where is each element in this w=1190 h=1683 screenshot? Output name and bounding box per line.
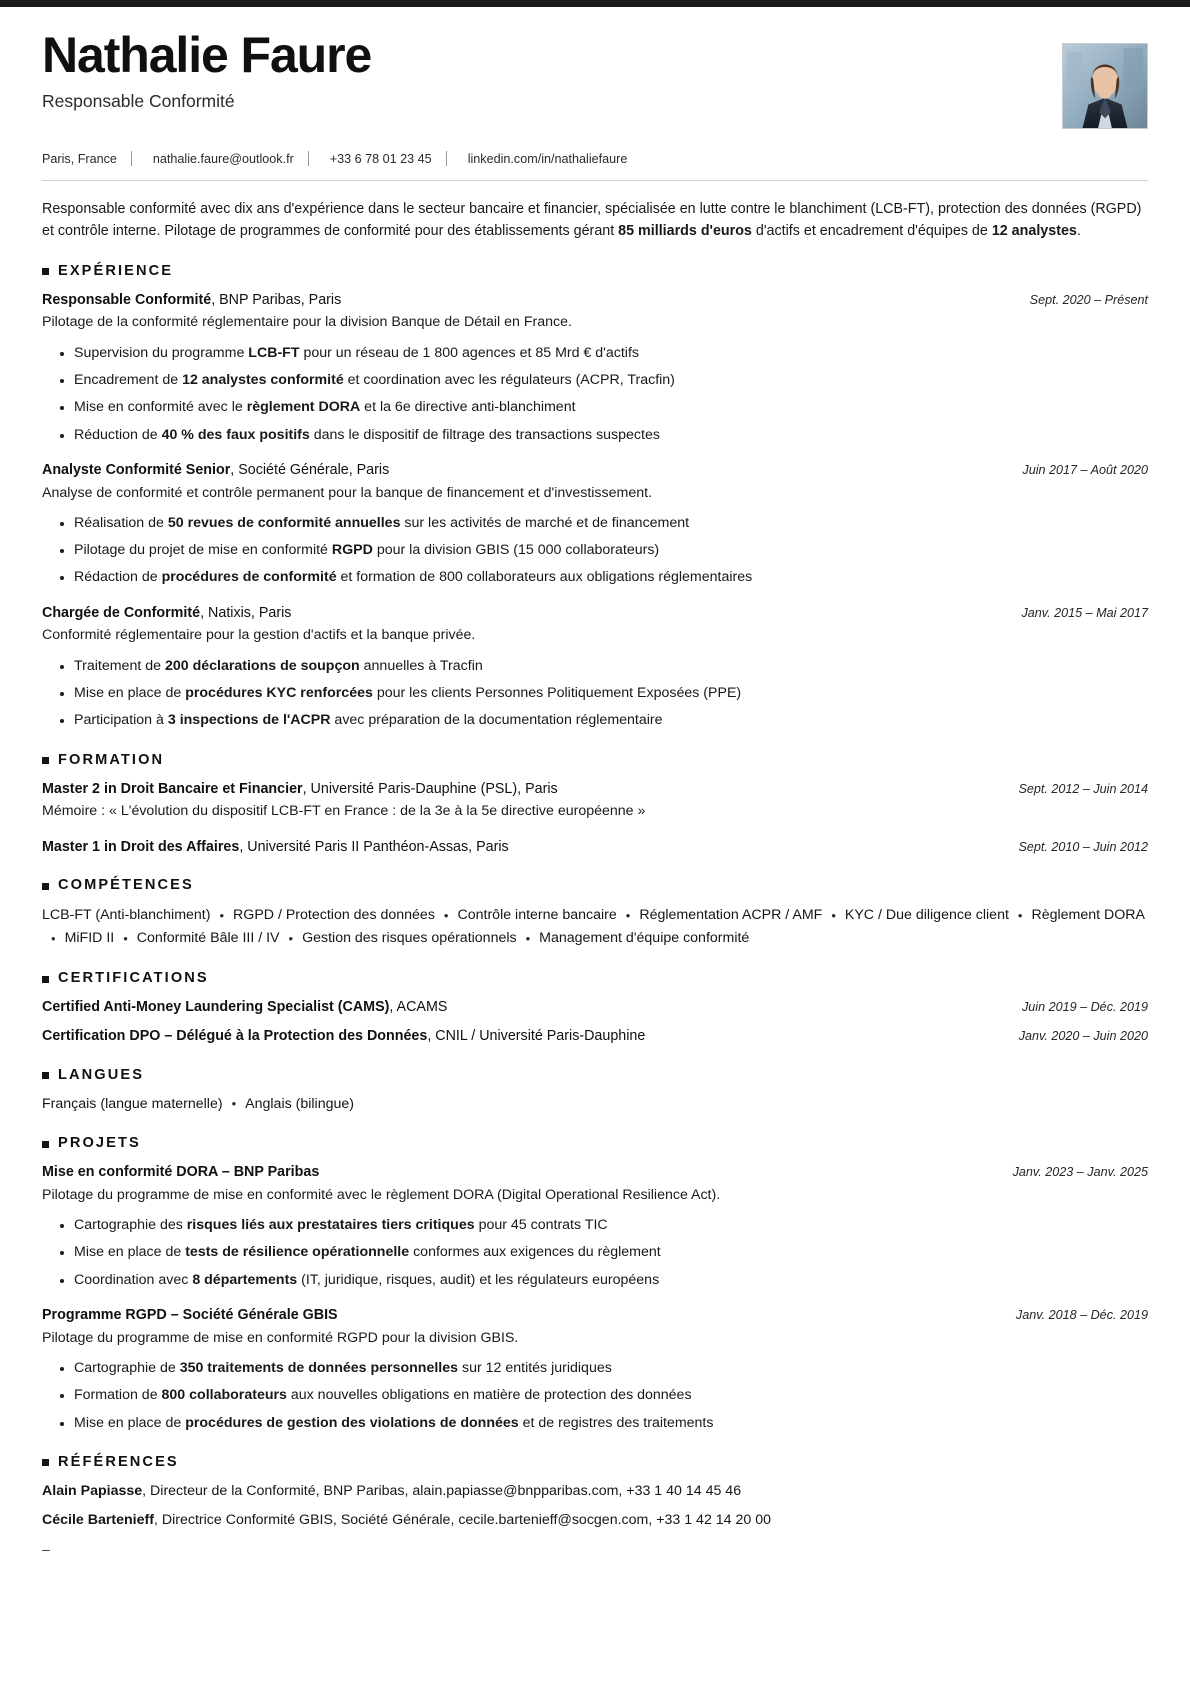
bullet-highlight: 8 départements [192,1271,298,1288]
bullet-highlight: RGPD [331,542,373,559]
skill-separator-icon: • [625,908,631,924]
experience-entry [42,603,1148,732]
header-divider [42,180,1148,181]
summary-highlight-team: 12 analystes [991,223,1077,240]
summary-text-1: Responsable conformité avec dix ans d'expérience dans le secteur bancaire et financier, spécialisée en lutte contre le blanchiment (LCB-FT), protection des données (RGPD) et contrôle interne. Pilotage de programmes de conformité pour des établissements gérant [42,201,1142,240]
entry-degree: Master 1 in Droit des Affaires [42,838,240,855]
certification-date: Janv. 2020 – Juin 2020 [1018,1029,1148,1044]
bullet-item [42,1242,1148,1263]
skill-separator-icon: • [1017,908,1023,924]
section-title: RÉFÉRENCES [58,1453,179,1470]
bullet-text: Formation de [74,1387,162,1404]
entry-date: Janv. 2018 – Déc. 2019 [1015,1307,1148,1322]
section-title: COMPÉTENCES [58,877,194,894]
entry-summary: Conformité réglementaire pour la gestion d'actifs et la banque privée. [42,627,476,644]
skill-separator-icon: • [51,931,56,947]
bullet-text: pour 45 contrats TIC [474,1217,608,1234]
certification-entry [42,1026,1148,1047]
bullet-text: pour un réseau de 1 800 agences et 85 Mrd € d'actifs [299,344,639,361]
entry-organization: , Société Générale, Paris [230,461,390,478]
language-item: Anglais (bilingue) [245,1095,354,1112]
reference-entry [42,1481,1148,1502]
summary-highlight-assets: 85 milliards d'euros [618,223,752,240]
project-entry [42,1305,1148,1434]
bullet-text: pour les clients Personnes Politiquement Exposées (PPE) [372,685,742,702]
contact-separator [446,151,447,166]
language-separator-icon: • [231,1096,237,1112]
entry-title [42,779,558,800]
professional-summary [42,198,1148,243]
bullet-item [42,1270,1148,1291]
experience-bullets [42,343,1148,446]
bullet-item [42,397,1148,418]
contact-line [42,151,1148,166]
skill-item: Contrôle interne bancaire [457,907,617,924]
bullet-text: sur 12 entités juridiques [458,1360,612,1376]
skill-item: Management d'équipe conformité [539,930,750,947]
bullet-highlight: risques liés aux prestataires tiers critiques [186,1217,475,1234]
bullet-item [42,1215,1148,1236]
skill-separator-icon: • [525,931,531,947]
candidate-headline: Responsable Conformité [42,91,235,111]
bullet-text: dans le dispositif de filtrage des transactions suspectes [309,426,660,443]
experience-bullets [42,656,1148,732]
section-experience [42,263,1148,732]
bullet-text: Réalisation de [74,514,168,531]
profile-photo-image [1063,44,1147,128]
entry-date: Sept. 2020 – Présent [1029,292,1148,307]
bullet-item [42,1413,1148,1434]
project-bullets [42,1358,1148,1434]
certification-issuer: , CNIL / Université Paris-Dauphine [427,1028,646,1045]
skill-item: Gestion des risques opérationnels [302,930,517,947]
bullet-text: Mise en place de [74,1244,186,1261]
bullet-text: Traitement de [74,657,165,674]
bullet-text: Réduction de [74,426,162,443]
references-list [42,1481,1148,1532]
bullet-text: (IT, juridique, risques, audit) et les régulateurs européens [297,1271,660,1288]
section-heading-langues [42,1067,1148,1083]
section-heading-competences [42,877,1148,893]
skill-separator-icon: • [831,908,836,924]
contact-separator [131,151,132,166]
entry-role: Chargée de Conformité [42,604,201,621]
certification-date: Juin 2019 – Déc. 2019 [1021,1000,1148,1015]
entry-date: Juin 2017 – Août 2020 [1022,462,1148,477]
entry-organization: , Université Paris II Panthéon-Assas, Paris [239,838,509,855]
bullet-item [42,513,1148,534]
section-heading-projets [42,1135,1148,1151]
bullet-text: et de registres des traitements [518,1414,714,1431]
entry-header [42,603,1148,624]
bullet-text: Mise en place de [74,1414,186,1431]
skill-item: RGPD / Protection des données [233,907,435,924]
bullet-highlight: 350 traitements de données personnelles [179,1360,459,1376]
contact-location: Paris, France [42,151,117,166]
entry-header [42,779,1148,800]
project-bullets [42,1215,1148,1291]
bullet-highlight: procédures de conformité [161,569,337,586]
bullet-highlight: procédures KYC renforcées [185,685,373,702]
skill-separator-icon: • [443,908,449,924]
entry-header [42,460,1148,481]
certifications-list [42,997,1148,1046]
bullet-text: Rédaction de [74,569,162,586]
section-certifications [42,970,1148,1046]
language-item: Français (langue maternelle) [42,1095,223,1112]
bullet-text: Mise en conformité avec le [74,399,247,416]
entry-summary: Analyse de conformité et contrôle permanent pour la banque de financement et d'investissement. [42,484,652,501]
skill-item: Réglementation ACPR / AMF [639,907,823,924]
entry-header [42,1162,1148,1183]
profile-photo [1062,43,1148,129]
formation-entry [42,837,1148,858]
project-summary: Pilotage du programme de mise en conformité avec le règlement DORA (Digital Operational Resilience Act). [42,1186,721,1203]
skill-item: LCB-FT (Anti-blanchiment) [42,907,211,924]
project-title: Programme RGPD – Société Générale GBIS [42,1306,338,1323]
skills-list [42,904,1148,950]
formation-note: Mémoire : « L'évolution du dispositif LCB-FT en France : de la 3e à la 5e directive européenne » [42,803,646,820]
certification-issuer: , ACAMS [389,999,448,1016]
section-heading-references [42,1454,1148,1470]
bullet-text: et coordination avec les régulateurs (ACPR, Tracfin) [343,371,675,388]
certification-title [42,997,447,1018]
experience-bullets [42,513,1148,589]
bullet-highlight: 200 déclarations de soupçon [164,657,360,674]
section-title: FORMATION [58,751,165,768]
bullet-highlight: 50 revues de conformité annuelles [167,514,401,531]
section-title: PROJETS [58,1135,141,1152]
bullet-highlight: tests de résilience opérationnelle [185,1244,410,1261]
entry-date: Janv. 2023 – Janv. 2025 [1012,1165,1148,1180]
bullet-text: Encadrement de [74,371,183,388]
section-marker-icon [42,757,49,764]
section-references [42,1454,1148,1558]
bullet-item [42,656,1148,677]
entry-role: Analyste Conformité Senior [42,461,231,478]
section-langues [42,1067,1148,1115]
bullet-item [42,1358,1148,1379]
experience-list [42,290,1148,732]
bullet-highlight: règlement DORA [246,399,361,416]
project-entry [42,1162,1148,1291]
entry-date: Sept. 2012 – Juin 2014 [1018,781,1148,796]
skill-item: MiFID II [64,930,115,947]
section-heading-formation [42,752,1148,768]
section-marker-icon [42,268,49,275]
contact-separator [308,151,309,166]
projects-list [42,1162,1148,1434]
section-marker-icon [42,976,49,983]
formation-entry [42,779,1148,823]
entry-title [42,1305,338,1326]
section-marker-icon [42,1459,49,1466]
section-heading-certifications [42,970,1148,986]
skill-item: Conformité Bâle III / IV [136,930,280,947]
languages-list [42,1094,1148,1115]
reference-name: Alain Papiasse [42,1482,143,1499]
trailing-dash: – [42,1541,50,1558]
bullet-item [42,425,1148,446]
formation-list [42,779,1148,858]
skill-item: KYC / Due diligence client [844,907,1009,924]
bullet-item [42,567,1148,588]
entry-organization: , Natixis, Paris [200,604,292,621]
top-accent-bar [0,0,1190,7]
certification-entry [42,997,1148,1018]
bullet-item [42,370,1148,391]
bullet-item [42,683,1148,704]
contact-email[interactable]: nathalie.faure@outlook.fr [152,151,294,166]
bullet-highlight: LCB-FT [248,344,300,361]
section-competences [42,877,1148,950]
bullet-text: annuelles à Tracfin [359,657,483,674]
reference-entry [42,1510,1148,1531]
section-heading-experience [42,263,1148,279]
bullet-highlight: 3 inspections de l'ACPR [167,712,331,729]
bullet-highlight: 40 % des faux positifs [161,426,310,443]
experience-entry [42,460,1148,589]
skill-separator-icon: • [123,931,128,947]
entry-summary: Pilotage de la conformité réglementaire pour la division Banque de Détail en France. [42,314,572,331]
bullet-highlight: procédures de gestion des violations de données [185,1414,519,1431]
reference-name: Cécile Bartenieff [42,1512,154,1529]
section-marker-icon [42,883,49,890]
bullet-text: Pilotage du projet de mise en conformité [74,542,332,559]
entry-title [42,603,291,624]
bullet-text: Participation à [74,712,168,729]
skill-item: Règlement DORA [1031,907,1146,924]
bullet-item [42,710,1148,731]
section-formation [42,752,1148,858]
entry-title [42,290,341,311]
experience-entry [42,290,1148,446]
section-title: CERTIFICATIONS [58,970,209,987]
bullet-text: Cartographie des [74,1217,187,1234]
project-title: Mise en conformité DORA – BNP Paribas [42,1164,320,1181]
section-marker-icon [42,1072,49,1079]
bullet-text: sur les activités de marché et de financement [400,514,690,531]
skill-separator-icon: • [219,908,225,924]
bullet-text: avec préparation de la documentation réglementaire [330,712,663,729]
summary-text-2: d'actifs et encadrement d'équipes de [751,223,992,240]
bullet-text: Cartographie de [74,1360,180,1376]
skill-separator-icon: • [288,931,294,947]
bullet-text: Coordination avec [74,1271,193,1288]
contact-phone[interactable]: +33 6 78 01 23 45 [329,151,432,166]
header-text-block [42,29,1062,112]
entry-organization: , Université Paris-Dauphine (PSL), Paris [302,780,558,797]
entry-header [42,837,1148,858]
bullet-text: et formation de 800 collaborateurs aux obligations réglementaires [336,569,753,586]
bullet-item [42,1385,1148,1406]
bullet-text: et la 6e directive anti-blanchiment [360,399,576,416]
candidate-name: Nathalie Faure [42,27,372,83]
entry-date: Sept. 2010 – Juin 2012 [1018,839,1148,854]
certification-title [42,1026,645,1047]
resume-header [42,7,1148,129]
certification-name: Certified Anti-Money Laundering Specialist (CAMS) [42,999,390,1016]
entry-organization: , BNP Paribas, Paris [211,291,342,308]
section-title: LANGUES [58,1066,145,1083]
entry-title [42,837,509,858]
bullet-highlight: 12 analystes conformité [182,371,344,388]
entry-title [42,460,389,481]
section-marker-icon [42,1141,49,1148]
entry-date: Janv. 2015 – Mai 2017 [1021,605,1148,620]
bullet-item [42,540,1148,561]
bullet-text: Mise en place de [74,685,186,702]
reference-details: , Directrice Conformité GBIS, Société Générale, cecile.bartenieff@socgen.com, +33 1 42 14 20 00 [153,1512,772,1529]
reference-details: , Directeur de la Conformité, BNP Paribas, alain.papiasse@bnpparibas.com, +33 1 40 14 45 46 [142,1482,742,1499]
summary-text-3: . [1076,223,1081,240]
bullet-item [42,343,1148,364]
entry-header [42,1305,1148,1326]
bullet-text: pour la division GBIS (15 000 collaborateurs) [372,542,660,559]
entry-degree: Master 2 in Droit Bancaire et Financier [42,780,303,797]
bullet-text: Supervision du programme [74,344,249,361]
section-projets [42,1135,1148,1434]
project-summary: Pilotage du programme de mise en conformité RGPD pour la division GBIS. [42,1329,519,1346]
bullet-highlight: 800 collaborateurs [161,1387,287,1404]
contact-linkedin[interactable]: linkedin.com/in/nathaliefaure [467,151,628,166]
entry-header [42,290,1148,311]
section-title: EXPÉRIENCE [58,262,174,279]
certification-name: Certification DPO – Délégué à la Protection des Données [42,1028,428,1045]
entry-role: Responsable Conformité [42,291,212,308]
entry-title [42,1162,319,1183]
bullet-text: conformes aux exigences du règlement [409,1244,661,1261]
bullet-text: aux nouvelles obligations en matière de protection des données [286,1387,692,1404]
